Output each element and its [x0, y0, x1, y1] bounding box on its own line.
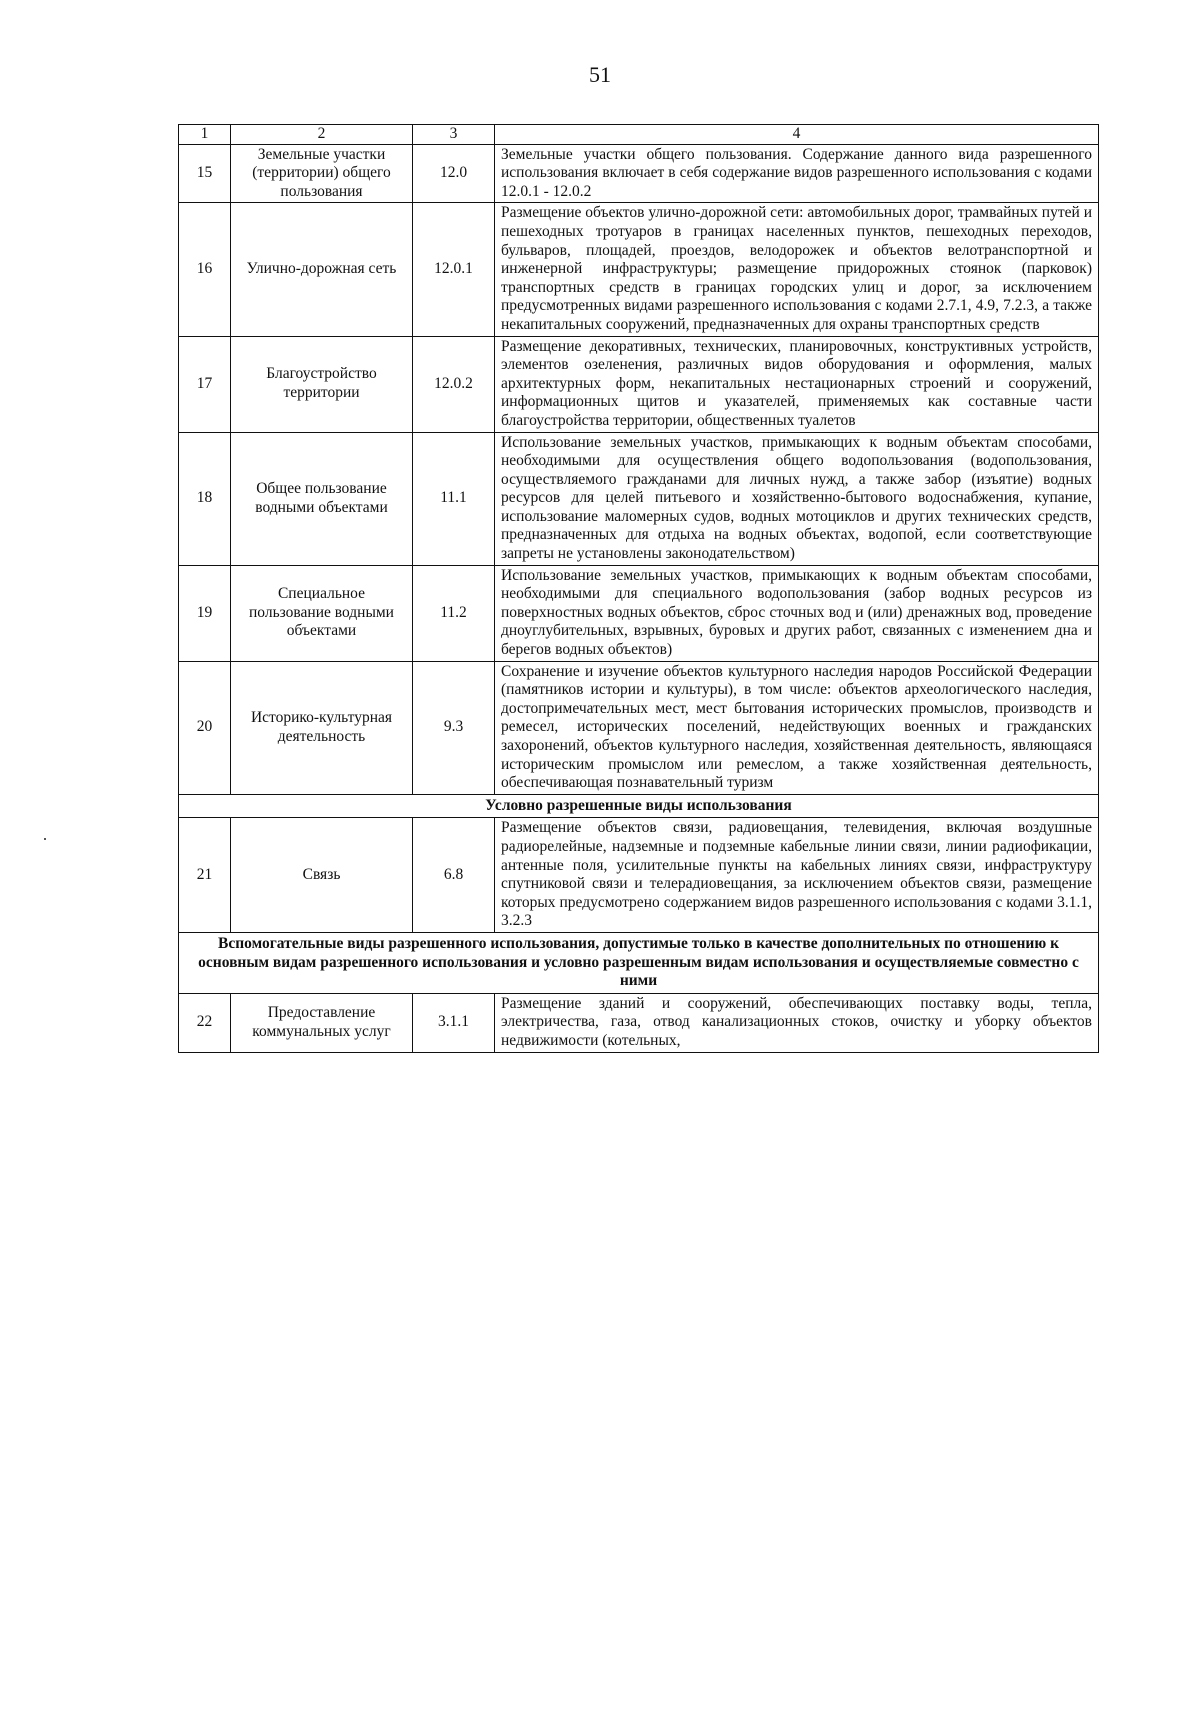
table-row — [179, 336, 1099, 432]
use-type-description: Использование земельных участков, примыкающих к водным объектам способами, необходимыми для специального водопользования (забор водных ресурсов из поверхностных водных объектов, сброс сточных вод и (или) дренажных вод, проведение дноуглубительных, взрывных, буровых и других работ, связанных с изменением дна и берегов водных объектов) — [495, 565, 1099, 661]
use-type-name: Общее пользование водными объектами — [231, 432, 413, 565]
use-type-code: 12.0.2 — [413, 336, 495, 432]
table-row — [179, 661, 1099, 794]
table-header-row — [179, 125, 1099, 145]
use-type-description: Размещение декоративных, технических, планировочных, конструктивных устройств, элементов озеленения, различных видов оборудования и оформления, малых архитектурных форм, некапитальных нестационарных строений и сооружений, информационных щитов и указателей, применяемых как составные части благоустройства территории, общественных туалетов — [495, 336, 1099, 432]
use-type-code: 6.8 — [413, 818, 495, 933]
row-number: 15 — [179, 144, 231, 203]
row-number: 19 — [179, 565, 231, 661]
table-row — [179, 993, 1099, 1052]
row-number: 22 — [179, 993, 231, 1052]
use-type-name: Историко-культурная деятельность — [231, 661, 413, 794]
table-row — [179, 203, 1099, 336]
use-type-name: Специальное пользование водными объектами — [231, 565, 413, 661]
land-use-table — [178, 124, 1099, 1053]
page-number: 51 — [589, 62, 611, 87]
use-type-code: 12.0 — [413, 144, 495, 203]
use-type-description: Размещение объектов связи, радиовещания, телевидения, включая воздушные радиорелейные, надземные и подземные кабельные линии связи, линии радиофикации, антенные поля, усилительные пункты на кабельных линиях связи, инфраструктуру спутниковой связи и телерадиовещания, за исключением объектов связи, размещение которых предусмотрено содержанием видов разрешенного использования с кодами 3.1.1, 3.2.3 — [495, 818, 1099, 933]
use-type-code: 11.2 — [413, 565, 495, 661]
column-header-4: 4 — [495, 125, 1099, 145]
use-type-description: Использование земельных участков, примыкающих к водным объектам способами, необходимыми для осуществления общего водопользования (водопользования, осуществляемого гражданами для личных нужд, а также забор (изъятие) водных ресурсов для целей питьевого и хозяйственно-бытового водоснабжения, купание, использование маломерных судов, водных мотоциклов и других технических средств, предназначенных для отдыха на водных объектах, водопой, если соответствующие запреты не установлены законодательством) — [495, 432, 1099, 565]
use-type-name: Земельные участки (территории) общего пользования — [231, 144, 413, 203]
row-number: 20 — [179, 661, 231, 794]
use-type-code: 11.1 — [413, 432, 495, 565]
row-number: 17 — [179, 336, 231, 432]
table-row — [179, 432, 1099, 565]
section-heading-conditional: Условно разрешенные виды использования — [179, 794, 1099, 818]
row-number: 18 — [179, 432, 231, 565]
row-number: 16 — [179, 203, 231, 336]
use-type-name: Благоустройство территории — [231, 336, 413, 432]
use-type-description: Сохранение и изучение объектов культурного наследия народов Российской Федерации (памятников истории и культуры), в том числе: объектов археологического наследия, достопримечательных мест, мест бытования исторических промыслов, производств и ремесел, исторических поселений, недействующих военных и гражданских захоронений, объектов культурного наследия, хозяйственная деятельность, являющаяся историческим промыслом или ремеслом, а также хозяйственная деятельность, обеспечивающая познавательный туризм — [495, 661, 1099, 794]
section-heading-row — [179, 932, 1099, 993]
column-header-3: 3 — [413, 125, 495, 145]
use-type-description: Размещение зданий и сооружений, обеспечивающих поставку воды, тепла, электричества, газа, отвод канализационных стоков, очистку и уборку объектов недвижимости (котельных, — [495, 993, 1099, 1052]
use-type-code: 3.1.1 — [413, 993, 495, 1052]
use-type-code: 12.0.1 — [413, 203, 495, 336]
use-type-name: Улично-дорожная сеть — [231, 203, 413, 336]
column-header-2: 2 — [231, 125, 413, 145]
row-number: 21 — [179, 818, 231, 933]
use-type-name: Предоставление коммунальных услуг — [231, 993, 413, 1052]
table-row — [179, 144, 1099, 203]
table-row — [179, 565, 1099, 661]
use-type-code: 9.3 — [413, 661, 495, 794]
section-heading-auxiliary: Вспомогательные виды разрешенного использования, допустимые только в качестве дополнительных по отношению к основным видам разрешенного использования и условно разрешенным видам использования и осуществляемые совместно с ними — [179, 932, 1099, 993]
column-header-1: 1 — [179, 125, 231, 145]
use-type-description: Земельные участки общего пользования. Содержание данного вида разрешенного использования включает в себя содержание видов разрешенного использования с кодами 12.0.1 - 12.0.2 — [495, 144, 1099, 203]
section-heading-row — [179, 794, 1099, 818]
scan-speck — [44, 838, 46, 840]
use-type-description: Размещение объектов улично-дорожной сети: автомобильных дорог, трамвайных путей и пешеходных тротуаров в границах населенных пунктов, пешеходных переходов, бульваров, площадей, проездов, велодорожек и объектов велотранспортной и инженерной инфраструктуры; размещение придорожных стоянок (парковок) транспортных средств в границах городских улиц и дорог, за исключением предусмотренных видами разрешенного использования с кодами 2.7.1, 4.9, 7.2.3, а также некапитальных сооружений, предназначенных для охраны транспортных средств — [495, 203, 1099, 336]
table-row — [179, 818, 1099, 933]
use-type-name: Связь — [231, 818, 413, 933]
